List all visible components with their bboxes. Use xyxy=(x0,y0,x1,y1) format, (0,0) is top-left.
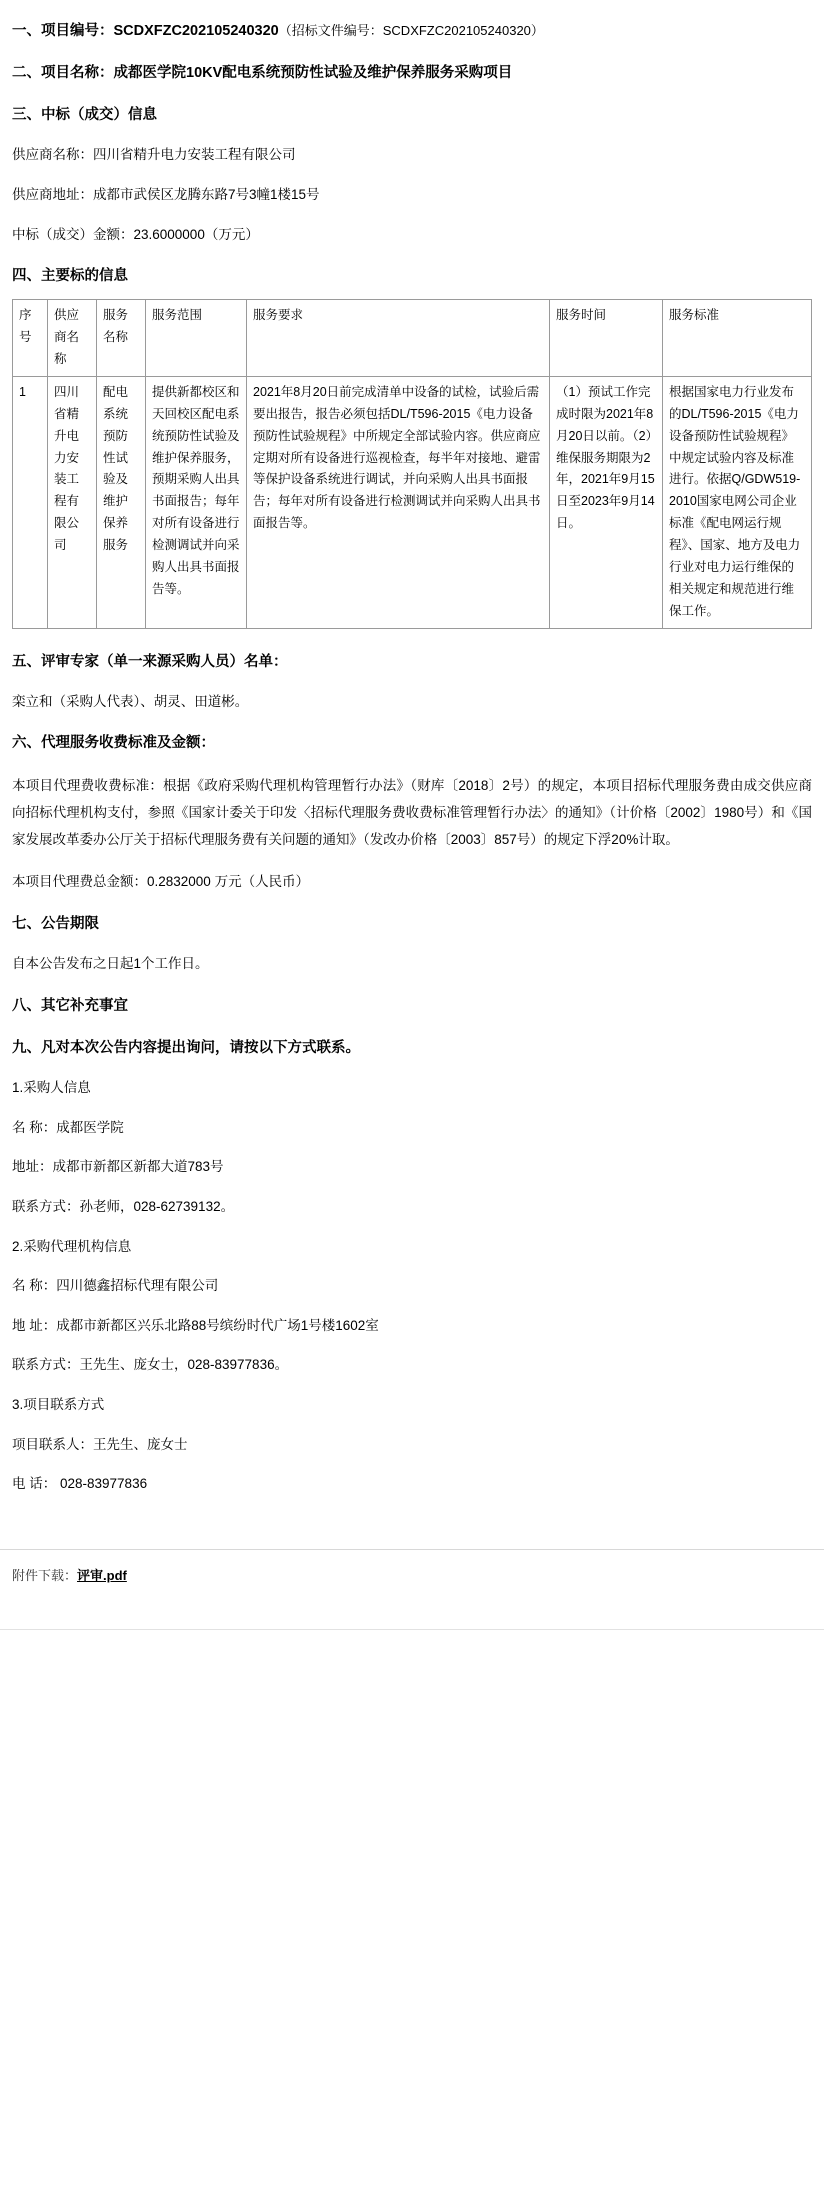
notice-period-content: 自本公告发布之日起1个工作日。 xyxy=(12,956,209,972)
td-index: 1 xyxy=(13,376,48,628)
project-contact-title: 3.项目联系方式 xyxy=(12,1397,105,1413)
section-main-subject-title: 四、主要标的信息 xyxy=(12,268,128,285)
purchaser-info-title: 1.采购人信息 xyxy=(12,1079,91,1095)
td-supplier: 四川省精升电力安装工程有限公司 xyxy=(48,376,97,628)
section-contact-title: 九、凡对本次公告内容提出询问，请按以下方式联系。 xyxy=(12,1039,360,1056)
td-service-time: （1）预试工作完成时限为2021年8月20日以前。（2）维保服务期限为2年，2021年9月15日至2023年9月14日。 xyxy=(550,376,663,628)
th-index: 序号 xyxy=(13,300,48,377)
attachment-row xyxy=(12,1564,812,1589)
purchaser-contact: 联系方式：孙老师，028-62739132。 xyxy=(12,1198,235,1214)
attachment-label: 附件下载： xyxy=(12,1567,78,1583)
table-row xyxy=(13,376,812,628)
td-service-name: 配电系统预防性试验及维护保养服务 xyxy=(97,376,146,628)
main-subject-table xyxy=(12,299,812,628)
attachment-download-link[interactable]: 评审.pdf xyxy=(77,1567,127,1583)
th-service-standard: 服务标准 xyxy=(663,300,812,377)
project-contact-person: 项目联系人：王先生、庞女士 xyxy=(12,1436,188,1452)
section-award-info-title: 三、中标（成交）信息 xyxy=(12,107,157,124)
reviewers-list: 栾立和（采购人代表）、胡灵、田道彬。 xyxy=(12,693,249,709)
attachment-section xyxy=(0,1549,824,1599)
th-service-time: 服务时间 xyxy=(550,300,663,377)
section-reviewers-title: 五、评审专家（单一来源采购人员）名单： xyxy=(12,653,288,670)
agency-address: 地 址：成都市新都区兴乐北路88号缤纷时代广场1号楼1602室 xyxy=(12,1317,379,1333)
th-service-name: 服务名称 xyxy=(97,300,146,377)
section-agency-fee-title: 六、代理服务收费标准及金额： xyxy=(12,735,215,752)
agency-fee-amount: 本项目代理费总金额：0.2832000 万元（人民币） xyxy=(12,874,310,890)
supplier-address: 供应商地址：成都市武侯区龙腾东路7号3幢1楼15号 xyxy=(12,186,320,202)
page-footer-strip xyxy=(0,1629,824,1670)
agency-contact: 联系方式：王先生、庞女士，028-83977836。 xyxy=(12,1357,289,1373)
section-notice-period-title: 七、公告期限 xyxy=(12,916,99,933)
th-service-requirement: 服务要求 xyxy=(247,300,550,377)
td-service-requirement: 2021年8月20日前完成清单中设备的试检，试验后需要出报告，报告必须包括DL/T596-2015《电力设备预防性试验规程》中所规定全部试验内容。供应商应定期对所有设备进行巡视检查，每半年对接地、避雷等保护设备系统进行调试，并向采购人出具书面报告；每年对所有设备进行检测调试并向采购人出具书面报告等。 xyxy=(247,376,550,628)
purchaser-address: 地址：成都市新都区新都大道783号 xyxy=(12,1159,224,1175)
agency-info-title: 2.采购代理机构信息 xyxy=(12,1238,132,1254)
th-service-scope: 服务范围 xyxy=(146,300,247,377)
section-project-code-label: 一、项目编号： xyxy=(12,23,114,39)
award-amount: 中标（成交）金额：23.6000000（万元） xyxy=(12,226,259,242)
section-supplementary-title: 八、其它补充事宜 xyxy=(12,997,128,1014)
table-header-row xyxy=(13,300,812,377)
agency-fee-standard: 本项目代理费收费标准：根据《政府采购代理机构管理暂行办法》（财库〔2018〕2号）的规定，本项目招标代理服务费由成交供应商向招标代理机构支付，参照《国家计委关于印发〈招标代理服务费收费标准管理暂行办法〉的通知》（计价格〔2002〕1980号）和《国家发展改革委办公厅关于招标代理服务费有关问题的通知》（发改办价格〔2003〕857号）的规定下浮20%计取。 xyxy=(12,778,812,848)
th-supplier: 供应商名称 xyxy=(48,300,97,377)
purchaser-name: 名 称：成都医学院 xyxy=(12,1119,124,1135)
project-contact-phone: 电 话： 028-83977836 xyxy=(12,1476,148,1492)
td-service-standard: 根据国家电力行业发布的DL/T596-2015《电力设备预防性试验规程》中规定试验内容及标准进行。依据Q/GDW519-2010国家电网公司企业标准《配电网运行规程》、国家、地方及电力行业对电力运行维保的相关规定和规范进行维保工作。 xyxy=(663,376,812,628)
section-project-code xyxy=(12,18,812,44)
section-project-name: 二、项目名称：成都医学院10KV配电系统预防性试验及维护保养服务采购项目 xyxy=(12,65,513,82)
supplier-name: 供应商名称：四川省精升电力安装工程有限公司 xyxy=(12,147,296,163)
td-service-scope: 提供新都校区和天回校区配电系统预防性试验及维护保养服务，预期采购人出具书面报告；每年对所有设备进行检测调试并向采购人出具书面报告等。 xyxy=(146,376,247,628)
project-code-value: SCDXFZC202105240320 xyxy=(113,23,279,39)
project-file-code: （招标文件编号：SCDXFZC202105240320） xyxy=(278,23,544,38)
agency-name: 名 称：四川德鑫招标代理有限公司 xyxy=(12,1278,219,1294)
